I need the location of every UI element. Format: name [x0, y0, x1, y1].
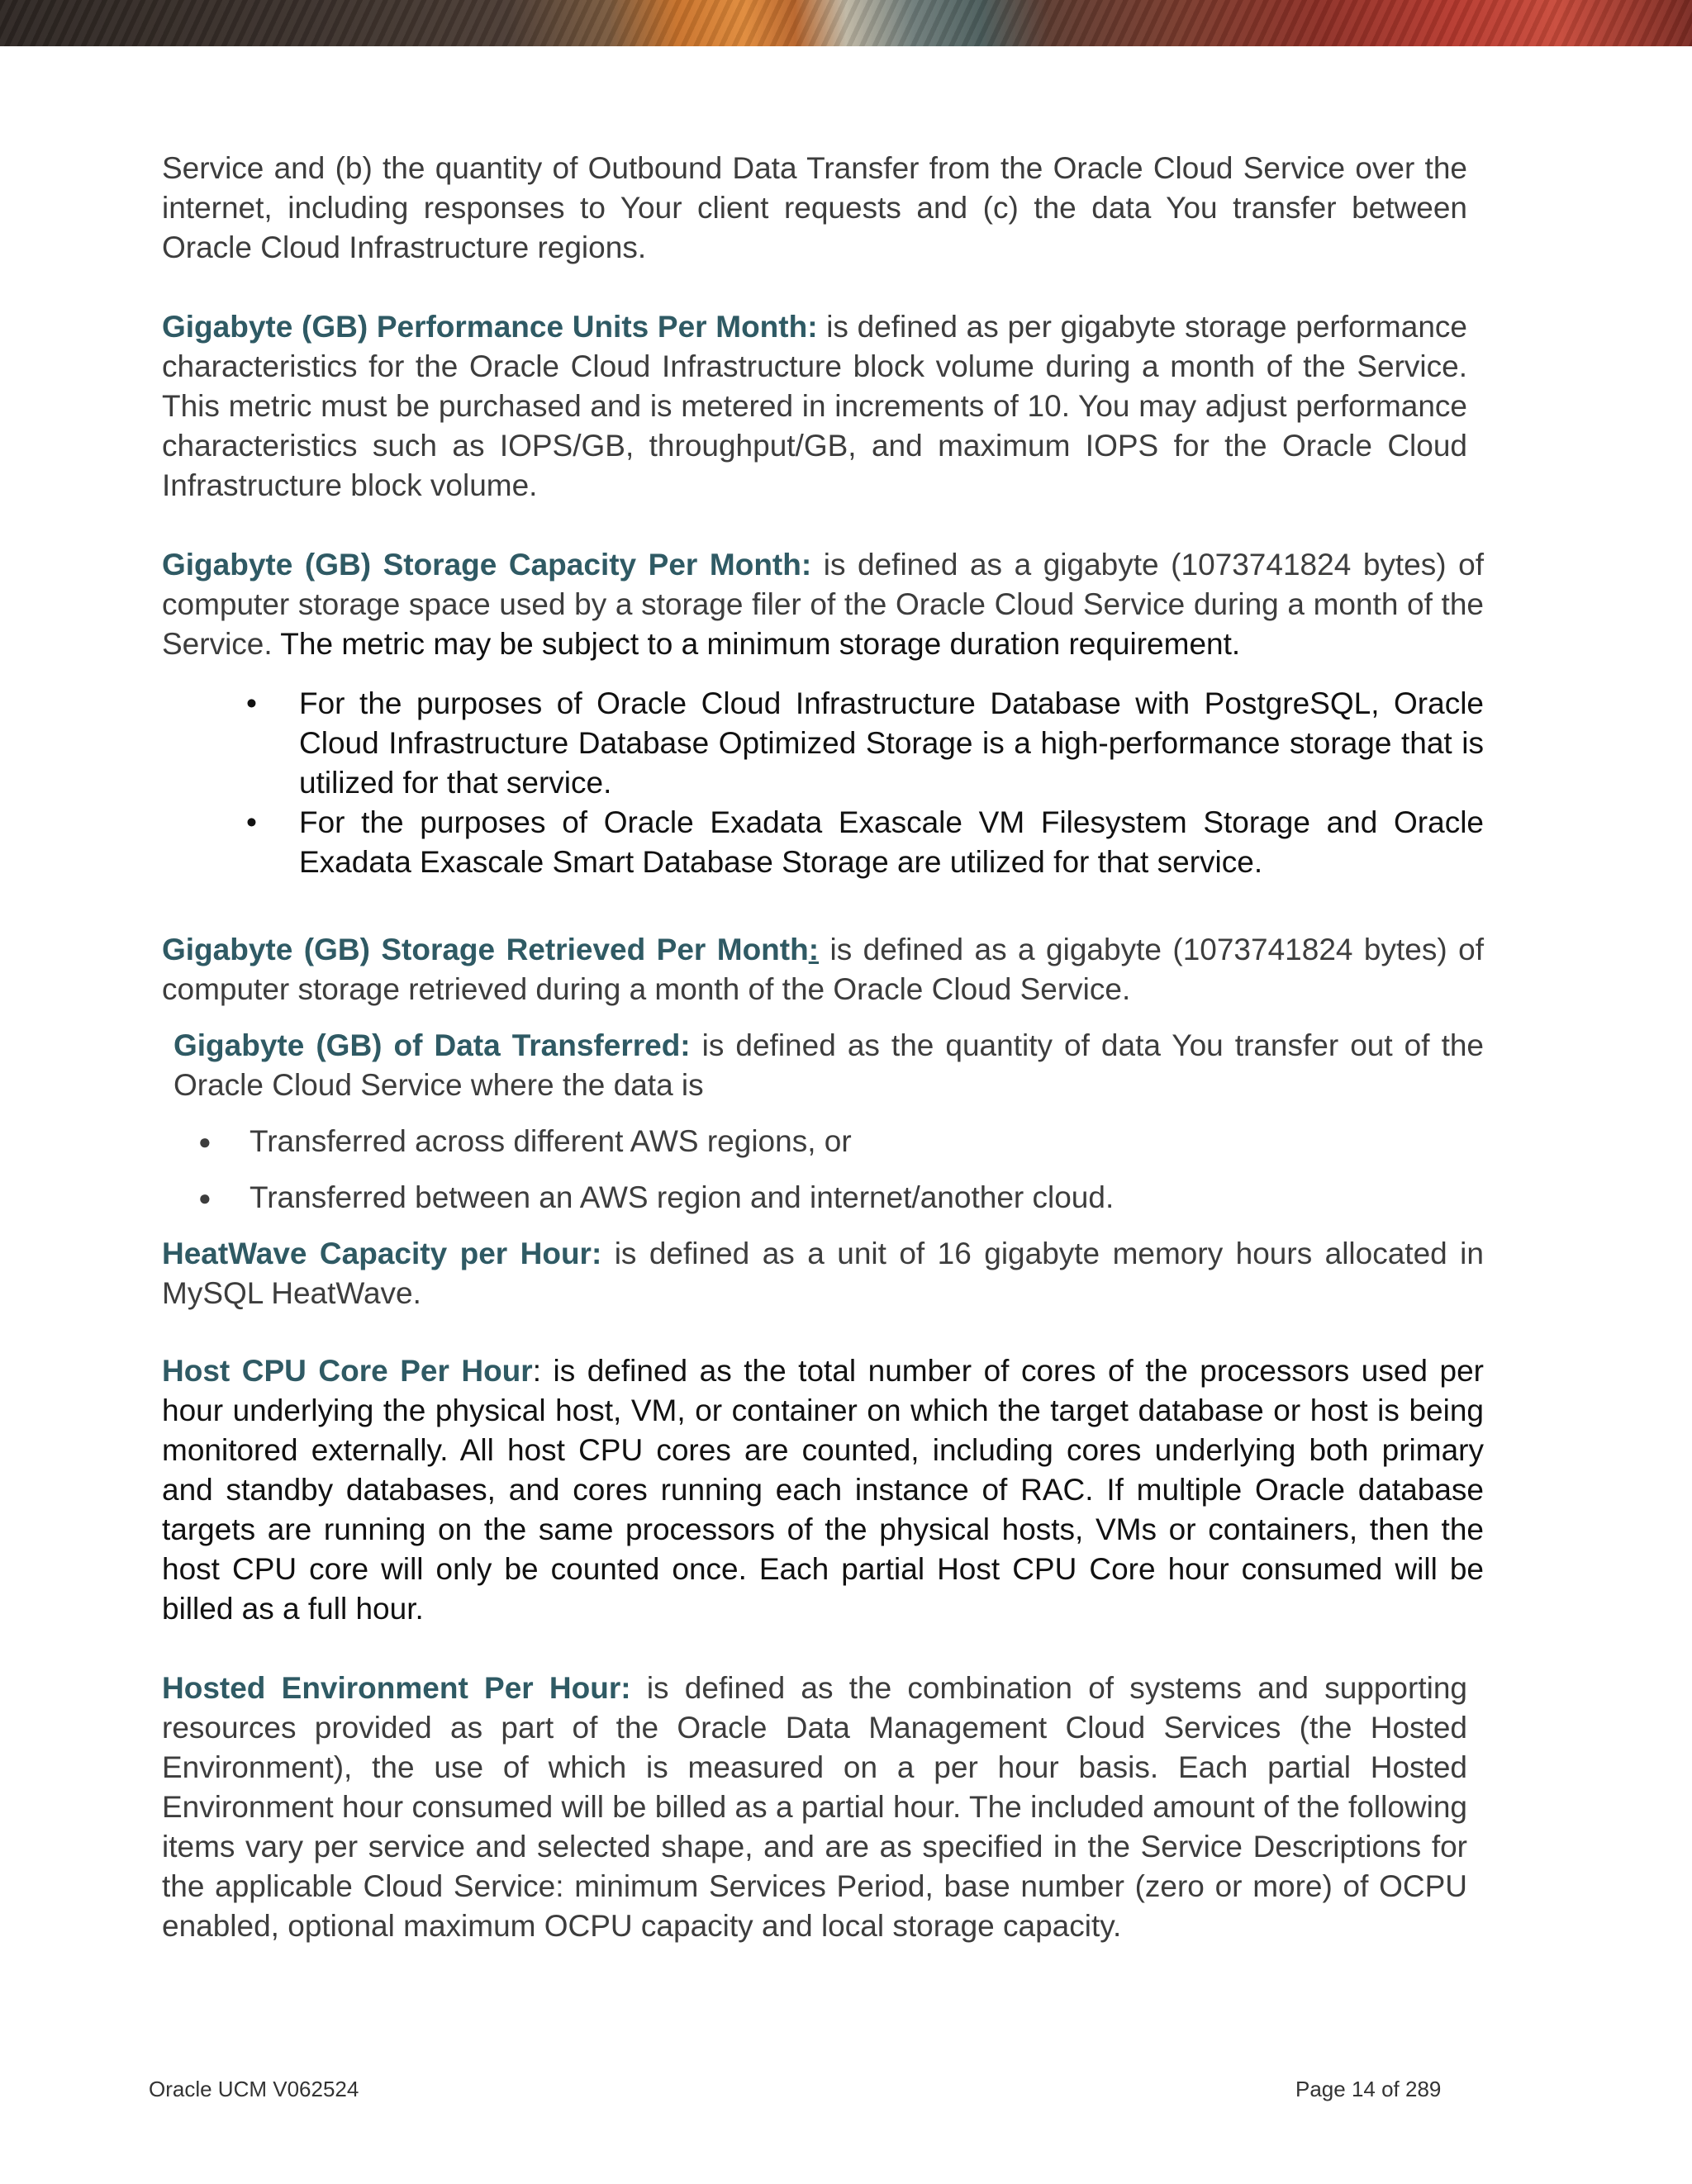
definition-hosted-environment: Hosted Environment Per Hour: is defined as the combination of systems and supporting resources provided as part of the Oracle Data Management Cloud Services (the Hosted Environment), the use of which is measured on a per hour basis. Each partial Hosted Environment hour consumed will be billed as a partial hour. The included amount of the following items vary per service and selected shape, and are as specified in the Service Descriptions for the applicable Cloud Service: minimum Services Period, base number (zero or more) of OCPU enabled, optional maximum OCPU capacity and local storage capacity. [162, 1671, 1467, 1943]
term-storage-retrieved: Gigabyte (GB) Storage Retrieved Per Month [162, 933, 809, 966]
term-host-cpu: Host CPU Core Per Hour [162, 1354, 533, 1388]
term-hosted-environment: Hosted Environment Per Hour: [162, 1671, 631, 1705]
definition-heatwave: HeatWave Capacity per Hour: is defined as a unit of 16 gigabyte memory hours allocated in MySQL HeatWave. [162, 1237, 1484, 1310]
definition-data-transferred: Gigabyte (GB) of Data Transferred: is defined as the quantity of data You transfer out of the Oracle Cloud Service where the data is [173, 1028, 1485, 1102]
bullet-icon: • [246, 686, 257, 720]
footer-doc-id: Oracle UCM V062524 [149, 2077, 359, 2101]
bullet-icon: ● [198, 1129, 212, 1154]
definition-storage-capacity: Gigabyte (GB) Storage Capacity Per Month: is defined as a gigabyte (1073741824 bytes) of computer storage space used by a storage filer of the Oracle Cloud Service during a month of the Service. The metric may be subject to a minimum storage duration requirement. [162, 548, 1484, 661]
footer-page-number: Page 14 of 289 [1295, 2077, 1442, 2101]
term-data-transferred: Gigabyte (GB) of Data Transferred: [173, 1028, 691, 1062]
bullet-icon: ● [198, 1185, 212, 1210]
definition-storage-retrieved: Gigabyte (GB) Storage Retrieved Per Month: is defined as a gigabyte (1073741824 bytes) of computer storage retrieved during a month of the Oracle Cloud Service. [162, 933, 1484, 1006]
term-performance-units: Gigabyte (GB) Performance Units Per Month: [162, 310, 818, 344]
definition-host-cpu: Host CPU Core Per Hour: is defined as the total number of cores of the processors used per hour underlying the physical host, VM, or container on which the target database or host is being monitored externally. All host CPU cores are counted, including cores underlying both primary and standby databases, and cores running each instance of RAC. If multiple Oracle database targets are running on the same processors of the physical hosts, VMs or containers, then the host CPU core will only be counted once. Each partial Host CPU Core hour consumed will be billed as a full hour. [162, 1354, 1484, 1626]
term-heatwave: HeatWave Capacity per Hour: [162, 1237, 602, 1270]
paragraph-intro: Service and (b) the quantity of Outbound Data Transfer from the Oracle Cloud Service over the internet, including responses to Your client requests and (c) the data You transfer between Oracle Cloud Infrastructure regions. [162, 151, 1467, 264]
bullet-icon: • [246, 805, 257, 839]
header-banner-art [0, 0, 1692, 46]
definition-performance-units: Gigabyte (GB) Performance Units Per Month: is defined as per gigabyte storage performance characteristics for the Oracle Cloud Infrastructure block volume during a month of the Service. This metric must be purchased and is metered in increments of 10. You may adjust performance characteristics such as IOPS/GB, throughput/GB, and maximum IOPS for the Oracle Cloud Infrastructure block volume. [162, 310, 1467, 502]
term-storage-capacity: Gigabyte (GB) Storage Capacity Per Month: [162, 548, 812, 582]
